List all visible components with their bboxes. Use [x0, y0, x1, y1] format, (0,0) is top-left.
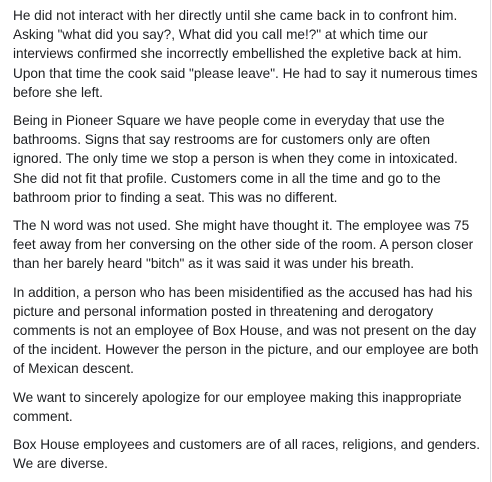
paragraph-apology: We want to sincerely apologize for our employee making this inappropriate comment. — [13, 389, 462, 424]
paragraph-diversity: Box House employees and customers are of all races, religions, and genders. We are diverse. — [13, 437, 480, 472]
paragraph-n-word: The N word was not used. She might have thought it. The employee was 75 feet away from her conversing on the other side of the room. A person closer than her barely heard "bitch" as it was said it was under his breath. — [13, 218, 474, 272]
card-border-right — [490, 0, 491, 482]
paragraph-confrontation: He did not interact with her directly until she came back in to confront him. Asking "what did you say?, What did you call me!?" at which time our interviews confirmed she incorrectly embellished the expletive back at him. Upon that time the cook said "please leave". He had to say it numerous times before she left. — [13, 8, 478, 100]
paragraph-bathroom-policy: Being in Pioneer Square we have people come in everyday that use the bathrooms. Signs that say restrooms are for customers only are often ignored. The only time we stop a person is when they come in intoxicated. She did not fit that profile. Customers come in all the time and go to the bathroom prior to finding a seat. This was no different. — [13, 113, 458, 205]
paragraph-misidentified: In addition, a person who has been misidentified as the accused has had his picture and personal information posted in threatening and derogatory comments is not an employee of Box House, and was not present on the day of the incident. However the person in the picture, and our employee are both of Mexican descent. — [13, 284, 479, 377]
